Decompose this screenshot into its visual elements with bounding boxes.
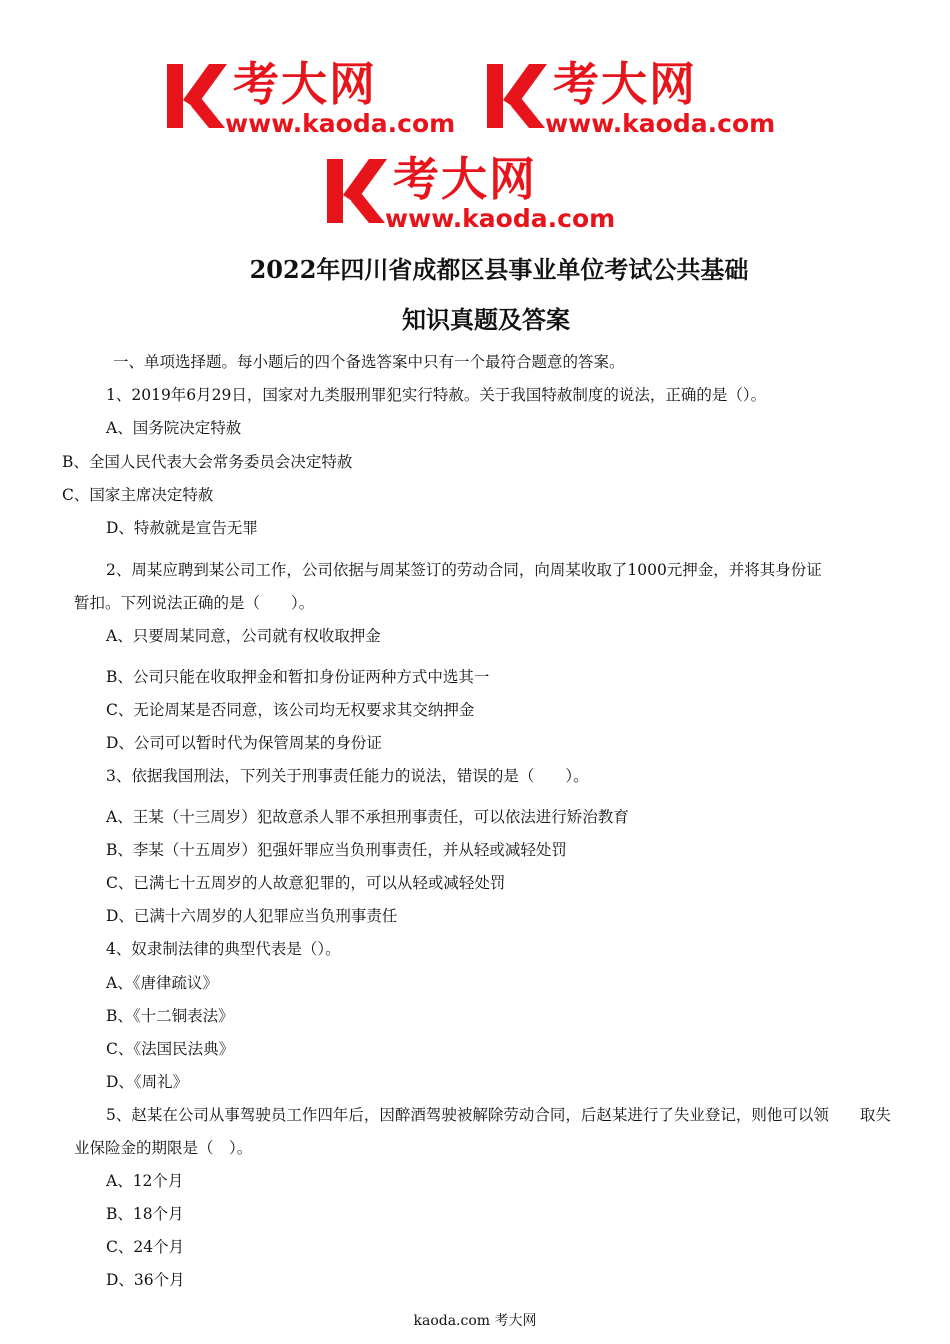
kaoda-logo-1	[165, 57, 485, 140]
logo-brand-text: 考大网	[233, 57, 377, 111]
k-logo-icon	[165, 60, 229, 132]
q5-option-d: D、36个月	[106, 1271, 185, 1289]
q2-option-d: D、公司可以暂时代为保管周某的身份证	[106, 734, 382, 752]
question-4: 4、奴隶制法律的典型代表是（）。	[106, 940, 341, 958]
q1-option-d: D、特赦就是宣告无罪	[106, 519, 258, 537]
question-2-continued: 暂扣。下列说法正确的是（ ）。	[74, 594, 315, 612]
q2-option-a: A、只要周某同意，公司就有权收取押金	[106, 627, 381, 645]
logo-brand-text: 考大网	[393, 152, 537, 206]
q4-option-b: B、《十二铜表法》	[106, 1007, 234, 1025]
q3-option-a: A、王某（十三周岁）犯故意杀人罪不承担刑事责任，可以依法进行矫治教育	[106, 808, 629, 826]
logo-url-text: www.kaoda.com	[385, 204, 616, 233]
section-heading: 一、单项选择题。每小题后的四个备选答案中只有一个最符合题意的答案。	[113, 353, 625, 371]
q1-option-b: B、全国人民代表大会常务委员会决定特赦	[62, 453, 353, 471]
q4-option-c: C、《法国民法典》	[106, 1040, 235, 1058]
q5-option-b: B、18个月	[106, 1205, 184, 1223]
q4-option-a: A、《唐律疏议》	[106, 974, 218, 992]
q2-option-c: C、无论周某是否同意，该公司均无权要求其交纳押金	[106, 701, 475, 719]
k-logo-icon	[325, 155, 389, 227]
q1-option-a: A、国务院决定特赦	[106, 419, 242, 437]
q2-option-b: B、公司只能在收取押金和暂扣身份证两种方式中选其一	[106, 668, 490, 686]
logo-brand-text: 考大网	[553, 57, 697, 111]
logo-url-text: www.kaoda.com	[545, 109, 776, 138]
q3-option-d: D、已满十六周岁的人犯罪应当负刑事责任	[106, 907, 398, 925]
kaoda-logo-3	[325, 152, 645, 235]
question-3: 3、依据我国刑法，下列关于刑事责任能力的说法，错误的是（ ）。	[106, 767, 589, 785]
question-5: 5、赵某在公司从事驾驶员工作四年后，因醉酒驾驶被解除劳动合同，后赵某进行了失业登记，则他可以领 取失	[106, 1106, 891, 1124]
kaoda-logo-2	[485, 57, 805, 140]
q3-option-c: C、已满七十五周岁的人故意犯罪的，可以从轻或减轻处罚	[106, 874, 506, 892]
document-title-line-2: 知识真题及答案	[402, 305, 570, 334]
q1-option-c: C、国家主席决定特赦	[62, 486, 214, 504]
k-logo-icon	[485, 60, 549, 132]
q5-option-a: A、12个月	[106, 1172, 184, 1190]
question-2: 2、周某应聘到某公司工作，公司依据与周某签订的劳动合同，向周某收取了1000元押金，并将其身份证	[106, 561, 822, 579]
q4-option-d: D、《周礼》	[106, 1073, 189, 1091]
question-1: 1、2019年6月29日，国家对九类服刑罪犯实行特赦。关于我国特赦制度的说法，正确的是（）。	[106, 386, 767, 404]
document-title-line-1: 2022年四川省成都区县事业单位考试公共基础	[249, 255, 749, 284]
page-footer: kaoda.com 考大网	[413, 1313, 537, 1329]
q3-option-b: B、李某（十五周岁）犯强奸罪应当负刑事责任，并从轻或减轻处罚	[106, 841, 567, 859]
logo-url-text: www.kaoda.com	[225, 109, 456, 138]
question-5-continued: 业保险金的期限是（ ）。	[74, 1139, 253, 1157]
q5-option-c: C、24个月	[106, 1238, 185, 1256]
